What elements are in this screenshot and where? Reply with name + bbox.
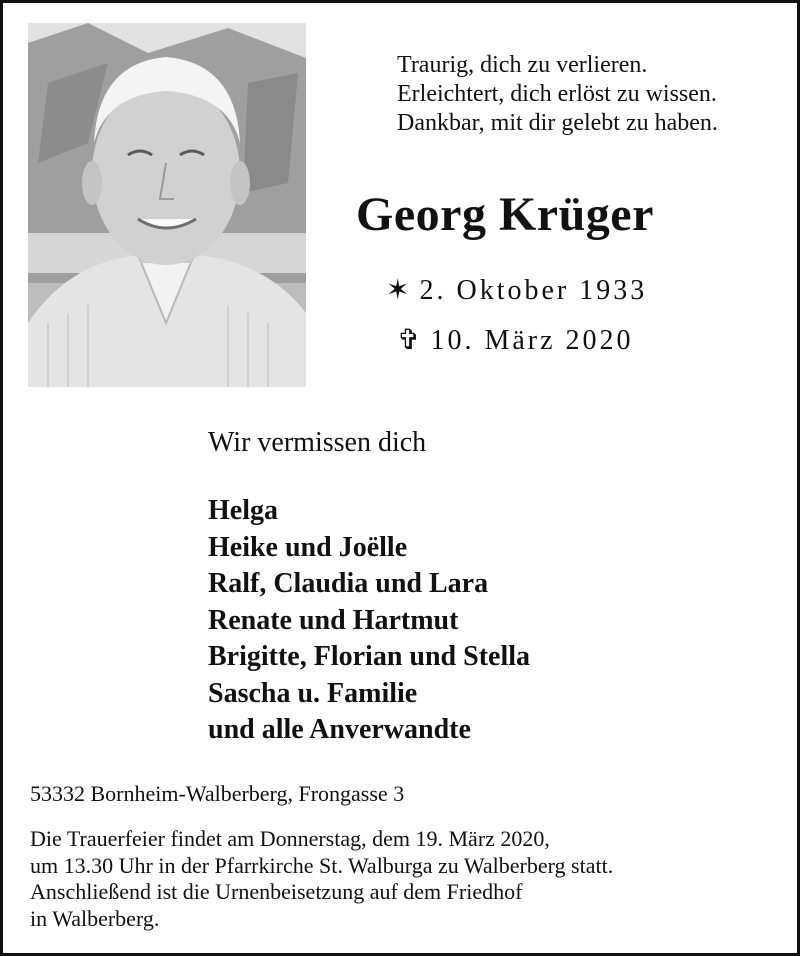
death-date: 10. März 2020 — [430, 325, 634, 356]
death-date-line — [397, 323, 634, 357]
star-icon: ✶ — [386, 275, 410, 306]
poem — [397, 51, 718, 138]
ceremony-line: in Walberberg. — [30, 905, 160, 931]
ceremony-line: Die Trauerfeier findet am Donnerstag, dem 19. März 2020, — [30, 826, 550, 851]
ceremony-line: um 13.30 Uhr in der Pfarrkirche St. Walburga zu Walberberg statt. — [30, 852, 614, 878]
address: 53332 Bornheim-Walberberg, Frongasse 3 — [30, 781, 405, 806]
poem-line: Erleichtert, dich erlöst zu wissen. — [397, 81, 717, 107]
portrait-photo — [28, 23, 306, 387]
mourner-name: Renate und Hartmut — [208, 604, 459, 636]
poem-line: Traurig, dich zu verlieren. — [397, 52, 648, 78]
mourner-name: Brigitte, Florian und Stella — [208, 641, 530, 672]
mourner-name: Helga — [208, 495, 278, 526]
mourner-name: Heike und Joëlle — [208, 531, 408, 563]
birth-date: 2. Oktober 1933 — [419, 275, 648, 306]
birth-date-line — [386, 273, 647, 307]
mourner-name: und alle Anverwandte — [208, 714, 471, 745]
mourners-intro: Wir vermissen dich — [208, 427, 427, 458]
poem-line: Dankbar, mit dir gelebt zu haben. — [397, 110, 718, 136]
cross-icon: ✞ — [397, 325, 421, 356]
portrait-illustration — [28, 23, 306, 387]
mourner-name: Ralf, Claudia und Lara — [208, 568, 489, 599]
mourner-name: Sascha u. Familie — [208, 677, 418, 709]
ceremony-line: Anschließend ist die Urnenbeisetzung auf dem Friedhof — [30, 879, 523, 904]
ceremony-info — [30, 826, 613, 932]
mourners-list — [208, 493, 530, 749]
deceased-name: Georg Krüger — [356, 188, 654, 241]
